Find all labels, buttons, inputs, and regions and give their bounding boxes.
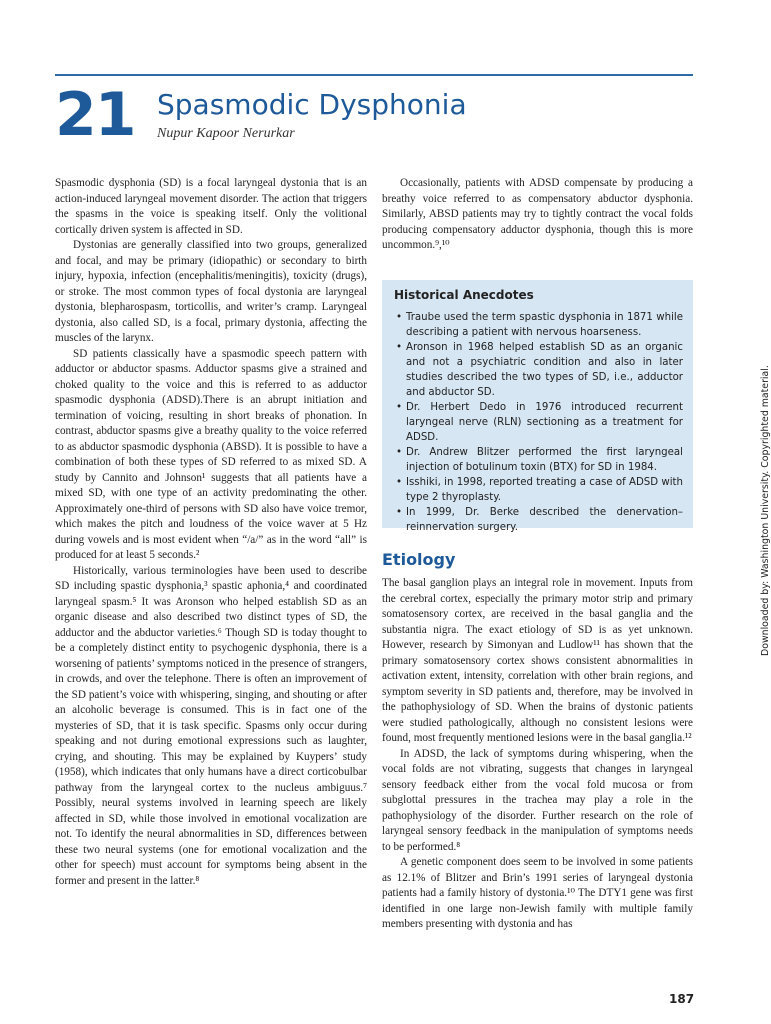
- list-item: • Traube used the term spastic dysphonia in 1871 while describing a patient with nervous hoarseness.: [406, 310, 683, 340]
- paragraph: In ADSD, the lack of symptoms during whispering, when the vocal folds are not vibrating, suggests that changes in laryngeal sensory feedback either from the vocal fold mucosa or from subglottal pressures in the trachea may play a role in the pathophysiology of the disorder. Further research on the role of laryngeal sensory feedback in the manipulation of symptoms needs to be performed.⁸: [382, 747, 693, 853]
- list-item: • Dr. Herbert Dedo in 1976 introduced recurrent laryngeal nerve (RLN) sectioning as a treatment for ADSD.: [406, 400, 683, 445]
- chapter-author: Nupur Kapoor Nerurkar: [157, 126, 295, 141]
- paragraph: Occasionally, patients with ADSD compensate by producing a breathy voice referred to as compensatory abductor dysphonia. Similarly, ABSD patients may try to tightly contract the vocal folds producing compensatory adductor dysphonia, though this is more uncommon.⁹,¹⁰: [382, 177, 693, 251]
- paragraph: SD patients classically have a spasmodic speech pattern with adductor or abductor spasms. Adductor spasms give a strained and choked quality to the voice and this is referred to as adductor spasmodic dysphonia (ADSD).There is an abrupt initiation and termination of voicing, resulting in short breaks of phonation. In contrast, abductor spasms give a breathy quality to the voice referred to as abductor spasmodic dysphonia (ABSD). It is possible to have a combination of both these types of SD referred to as mixed SD. A study by Cannito and Johnson¹ suggests that all patients have a mixed SD, with one type of an activity predominating the other. Approximately one-third of persons with SD also have voice tremor, which makes the pitch and loudness of the voice waver at 5 Hz during vowels and is most evident when “/a/” as in the word “all” is produced for at least 5 seconds.²: [55, 347, 367, 561]
- list-item: • Isshiki, in 1998, reported treating a case of ADSD with type 2 thyroplasty.: [406, 475, 683, 505]
- page-number: 187: [669, 992, 695, 1006]
- left-column: [55, 176, 367, 889]
- etiology-text: [382, 576, 693, 933]
- paragraph: A genetic component does seem to be involved in some patients as 12.1% of Blitzer and Brin’s 1991 series of laryngeal dystonia patients had a family history of dystonia.¹⁰ The DTY1 gene was first identified in one large non-Jewish family with multiple family members presenting with dystonia and has: [382, 856, 693, 930]
- section-heading-etiology: Etiology: [382, 550, 456, 569]
- historical-anecdotes-box: [382, 280, 693, 533]
- list-item: • Aronson in 1968 helped establish SD as an organic and not a psychiatric condition and also in later studies described the two types of SD, i.e., adductor and abductor SD.: [406, 340, 683, 400]
- chapter-number: 21: [55, 80, 135, 150]
- right-column-top: [382, 176, 693, 254]
- anecdote-list: [394, 310, 683, 535]
- paragraph: Spasmodic dysphonia (SD) is a focal laryngeal dystonia that is an action-induced laryngeal movement disorder. The action that triggers the spasms in the voice is speaking itself. Only the volitional cortically driven system is affected in SD.: [55, 177, 367, 236]
- chapter-title: Spasmodic Dysphonia: [157, 88, 467, 121]
- box-title: Historical Anecdotes: [394, 288, 534, 302]
- download-watermark: Downloaded by: Washington University. Copyrighted material.: [760, 365, 771, 656]
- list-item: • In 1999, Dr. Berke described the denervation–reinnervation surgery.: [406, 505, 683, 535]
- paragraph: The basal ganglion plays an integral role in movement. Inputs from the cerebral cortex, especially the primary motor strip and primary somatosensory cortex, are received in the basal ganglia and the substantia nigra. The exact etiology of SD is as yet unknown. However, research by Simonyan and Ludlow¹¹ has shown that the primary somatosensory cortex shows consistent abnormalities in activation extent, intensity, correlation with other brain regions, and symptom severity in SD patients and, therefore, may be involved in the pathophysiology of SD. When the brains of dystonic patients were studied pathologically, although no consistent lesions were found, most frequently mentioned lesions were in the basal ganglia.¹²: [382, 577, 693, 744]
- paragraph: Historically, various terminologies have been used to describe SD including spastic dysphonia,³ spastic aphonia,⁴ and coordinated laryngeal spasm.⁵ It was Aronson who helped establish SD as an organic disease and also described two distinct types of SD, the adductor and the abductor varieties.⁶ Though SD is today thought to be a completely distinct entity to psychogenic dysphonia, there is a worsening of patients’ symptoms noticed in the presence of strangers, in crowds, and over the telephone. There is often an improvement of the SD patient’s voice with whispering, singing, and shouting or after an alcoholic beverage is consumed. This is in fact one of the mysteries of SD, that it is task specific. Spasms only occur during speaking and not during emotional expressions such as laughter, crying, and shouting. This may be explained by Kuypers’ study (1958), which indicates that only humans have a direct corticobulbar pathway from the laryngeal cortex to the nucleus ambiguus.⁷ Possibly, neural systems involved in learning speech are likely affected in SD, while those involved in emotional vocalization are not. To identify the neural abnormalities in SD, differences between these two neural systems (one for emotional vocalization and the other for speech) must account for symptoms being absent in the former and present in the latter.⁸: [55, 564, 367, 887]
- list-item: • Dr. Andrew Blitzer performed the first laryngeal injection of botulinum toxin (BTX) for SD in 1984.: [406, 445, 683, 475]
- header-rule: [55, 74, 693, 76]
- paragraph: Dystonias are generally classified into two groups, generalized and focal, and may be primary (idiopathic) or secondary to birth injury, hypoxia, infection (encephalitis/meningitis), toxicity (drugs), or stroke. The most common types of focal dystonia are laryngeal dystonia, blepharospasm, torticollis, and writer’s cramp. Laryngeal dystonia, also called SD, is a focal, primary dystonia, affecting the muscles of the larynx.: [55, 239, 367, 344]
